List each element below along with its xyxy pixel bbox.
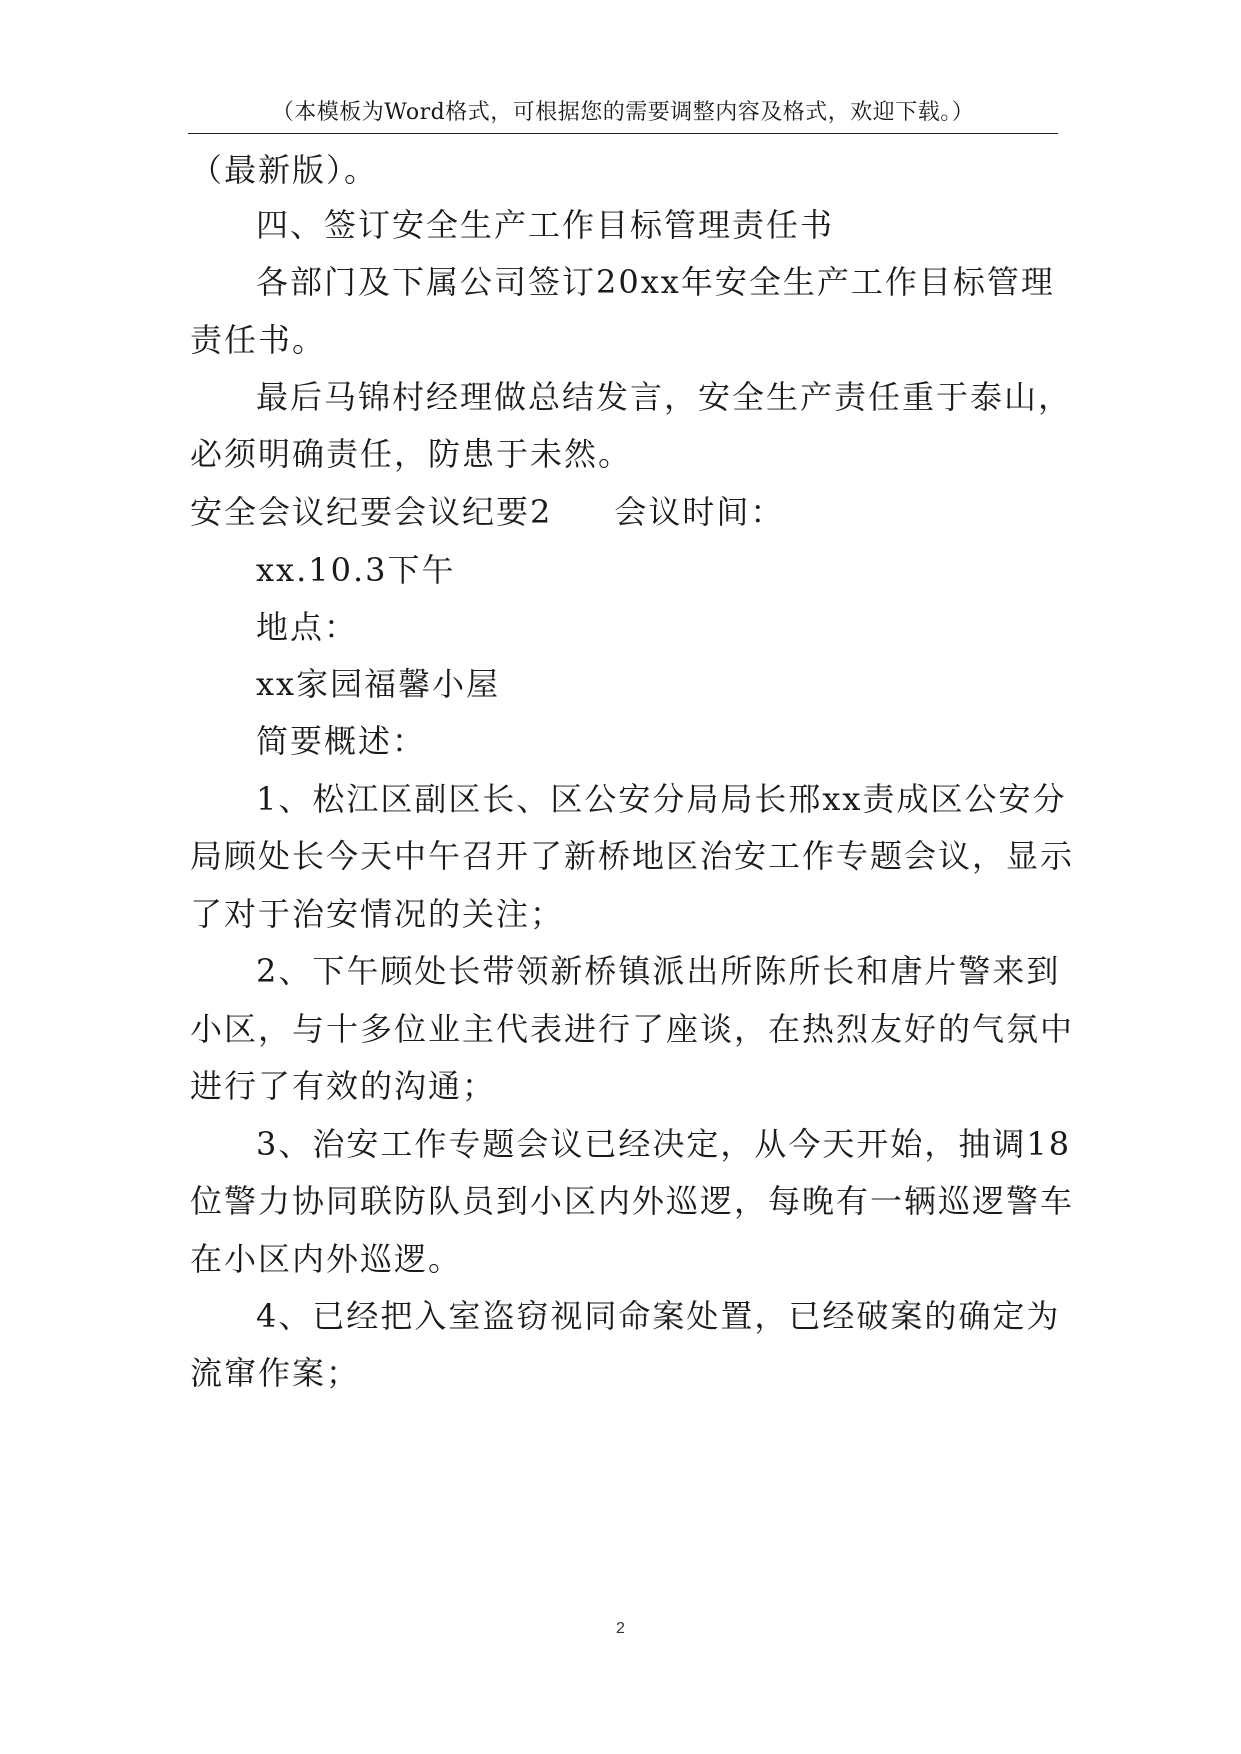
meeting-time-value: xx.10.3下午 — [256, 551, 456, 589]
paragraph-line: 2、下午顾处长带领新桥镇派出所陈所长和唐片警来到 — [256, 952, 1061, 990]
section-heading: 四、签订安全生产工作目标管理责任书 — [256, 206, 835, 244]
paragraph-line: 1、松江区副区长、区公安分局局长邢xx责成区公安分 — [256, 780, 1067, 818]
paragraph-line: 位警力协同联防队员到小区内外巡逻，每晚有一辆巡逻警车 — [190, 1182, 1075, 1220]
paragraph-line: （最新版）。 — [190, 151, 379, 189]
header-divider — [188, 133, 1058, 134]
paragraph-line: 3、治安工作专题会议已经决定，从今天开始，抽调18 — [256, 1125, 1072, 1163]
template-header-note: （本模板为Word格式，可根据您的需要调整内容及格式，欢迎下载。） — [271, 100, 975, 125]
paragraph-line: 流窜作案； — [190, 1354, 361, 1392]
paragraph-line: 责任书。 — [190, 321, 327, 359]
minutes-title-line — [190, 492, 784, 532]
meeting-time-label: 会议时间： — [614, 493, 785, 531]
paragraph-line: 4、已经把入室盗窃视同命案处置，已经破案的确定为 — [256, 1297, 1061, 1335]
page-number: 2 — [616, 1620, 625, 1637]
minutes-title: 安全会议纪要会议纪要2 — [190, 493, 553, 531]
location-label: 地点： — [256, 608, 359, 646]
paragraph-line: 小区，与十多位业主代表进行了座谈，在热烈友好的气氛中 — [190, 1010, 1075, 1048]
paragraph-line: 必须明确责任，防患于未然。 — [190, 435, 633, 473]
paragraph-line: 各部门及下属公司签订20xx年安全生产工作目标管理 — [256, 263, 1055, 301]
paragraph-line: 局顾处长今天中午召开了新桥地区治安工作专题会议，显示 — [190, 837, 1075, 875]
paragraph-line: 在小区内外巡逻。 — [190, 1240, 463, 1278]
location-value: xx家园福馨小屋 — [256, 665, 501, 703]
paragraph-line: 进行了有效的沟通； — [190, 1067, 497, 1105]
paragraph-line: 最后马锦村经理做总结发言，安全生产责任重于泰山， — [256, 378, 1073, 416]
paragraph-line: 了对于治安情况的关注； — [190, 895, 565, 933]
summary-label: 简要概述： — [256, 722, 427, 760]
